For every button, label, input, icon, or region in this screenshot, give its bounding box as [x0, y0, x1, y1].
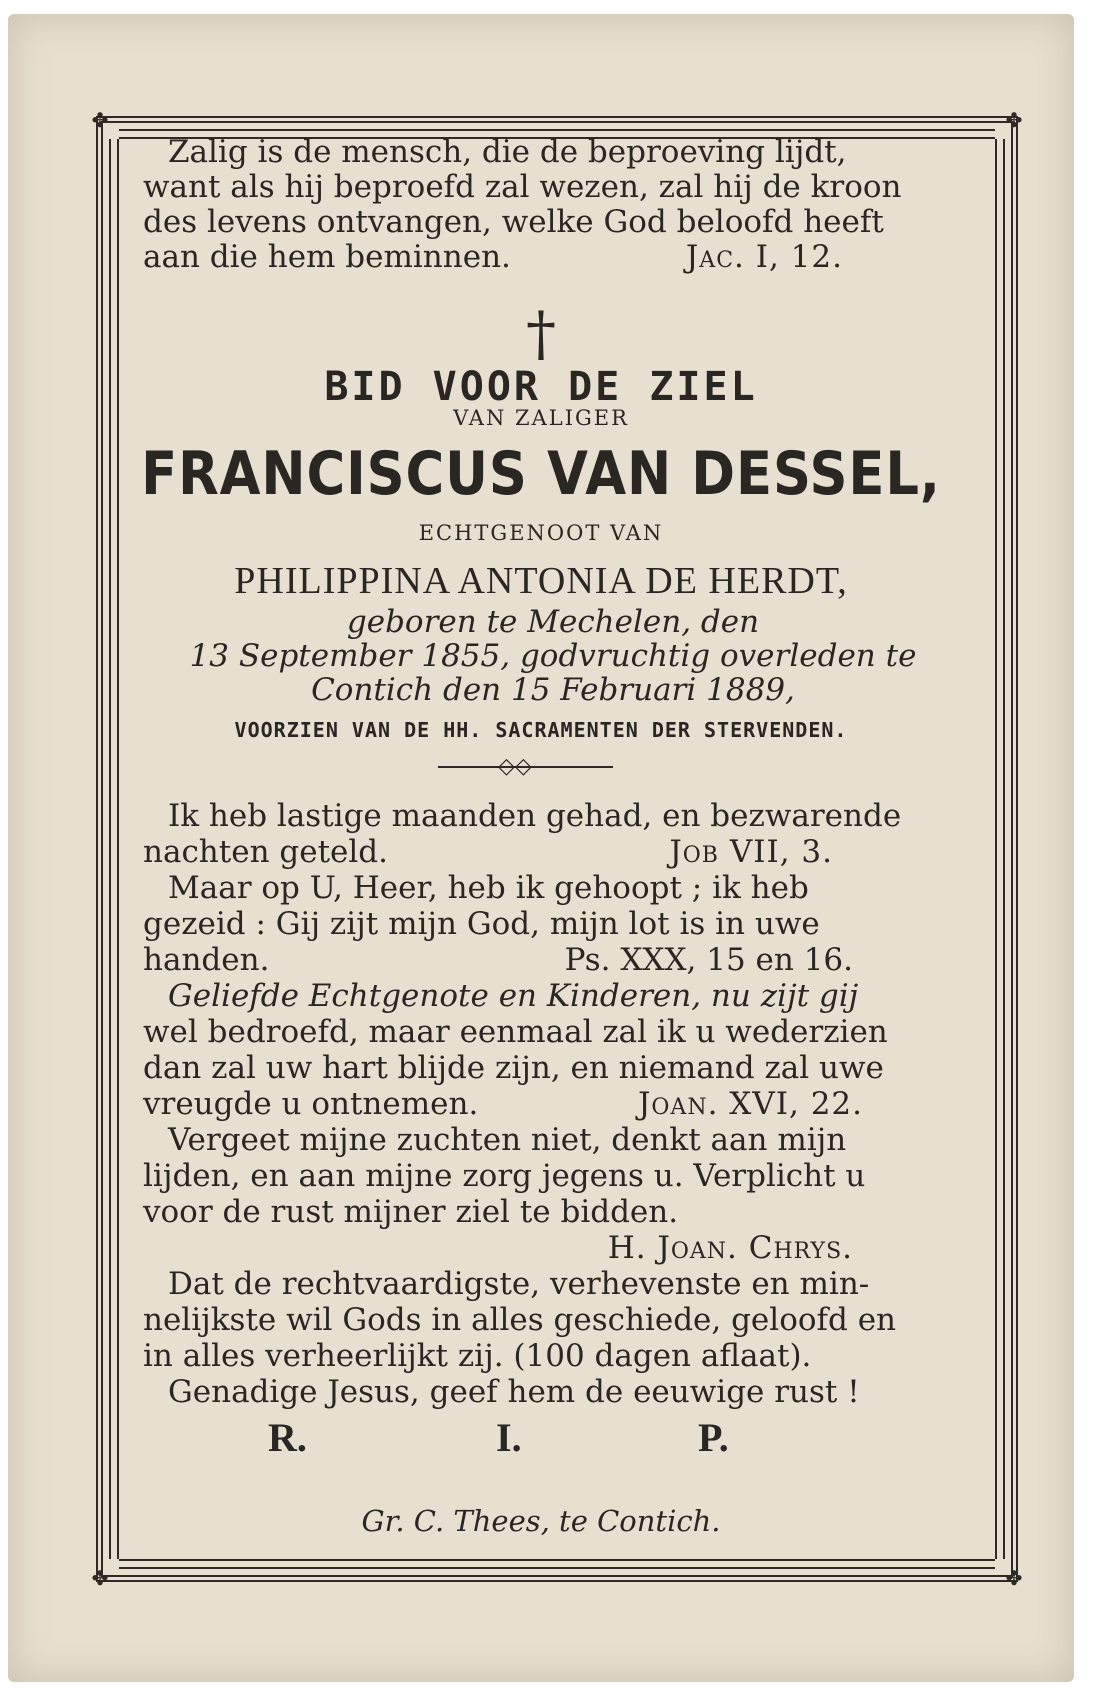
date-line: Contich den 15 Februari 1889, — [311, 672, 795, 708]
corner-ornament-icon: ✤ — [91, 1566, 109, 1590]
body-line: in alles verheerlijkt zij. (100 dagen aflaat). — [143, 1338, 812, 1374]
date-line: 13 September 1855, godvruchtig overleden te — [189, 638, 917, 674]
rip-letter: R. — [268, 1415, 307, 1460]
deceased-name: FRANCISCUS VAN DESSEL, — [141, 439, 941, 509]
verse-line: aan die hem beminnen. Jac. I, 12. — [143, 239, 843, 275]
verse-line: des levens ontvangen, welke God beloofd heeft — [143, 204, 884, 240]
rip-letter: P. — [698, 1415, 729, 1460]
body-line: dan zal uw hart blijde zijn, en niemand zal uwe — [143, 1050, 884, 1086]
date-line: geboren te Mechelen, den — [346, 604, 760, 640]
body-line: gezeid : Gij zijt mijn God, mijn lot is in uwe — [143, 906, 820, 942]
body-line: nelijkste wil Gods in alles geschiede, geloofd en — [143, 1302, 897, 1338]
printer-credit: Gr. C. Thees, te Contich. — [361, 1504, 721, 1538]
body-line: handen. Ps. XXX, 15 en 16. — [143, 942, 853, 978]
rip-letter: I. — [496, 1415, 522, 1460]
border-bottom-chain — [119, 1559, 995, 1569]
verse-line: Zalig is de mensch, die de beproeving lijdt, — [168, 134, 847, 170]
sacraments-line: VOORZIEN VAN DE HH. SACRAMENTEN DER STERVENDEN. — [234, 718, 848, 742]
memorial-card — [8, 14, 1074, 1682]
echtgenoot-van: ECHTGENOOT VAN — [418, 521, 664, 545]
corner-ornament-icon: ✤ — [1005, 1566, 1023, 1590]
spouse-name: PHILIPPINA ANTONIA DE HERDT, — [234, 560, 848, 602]
body-line: lijden, en aan mijne zorg jegens u. Verplicht u — [143, 1158, 866, 1194]
body-line: Ik heb lastige maanden gehad, en bezwarende — [168, 798, 902, 834]
body-line: nachten geteld. Job VII, 3. — [143, 834, 833, 870]
cross-icon: † — [526, 299, 556, 369]
body-line: Vergeet mijne zuchten niet, denkt aan mijn — [168, 1122, 847, 1158]
body-line: voor de rust mijner ziel te bidden. — [143, 1194, 679, 1230]
verse-line: want als hij beproefd zal wezen, zal hij de kroon — [143, 169, 902, 205]
van-zaliger: VAN ZALIGER — [453, 406, 629, 430]
body-line: Genadige Jesus, geef hem de eeuwige rust ! — [168, 1374, 860, 1410]
body-line: Maar op U, Heer, heb ik gehoopt ; ik heb — [168, 870, 809, 906]
body-line: Geliefde Echtgenote en Kinderen, nu zijt gij — [168, 978, 859, 1014]
body-line: wel bedroefd, maar eenmaal zal ik u wederzien — [143, 1014, 888, 1050]
body-line: H. Joan. Chrys. — [607, 1230, 853, 1266]
corner-ornament-icon: ✤ — [91, 108, 109, 132]
divider-ornament-icon: ◇◇ — [498, 754, 532, 779]
body-line: Dat de rechtvaardigste, verhevenste en min- — [168, 1266, 870, 1302]
body-line: vreugde u ontnemen. Joan. XVI, 22. — [143, 1086, 863, 1122]
corner-ornament-icon: ✤ — [1005, 108, 1023, 132]
prayer-heading: BID VOOR DE ZIEL — [324, 364, 758, 410]
